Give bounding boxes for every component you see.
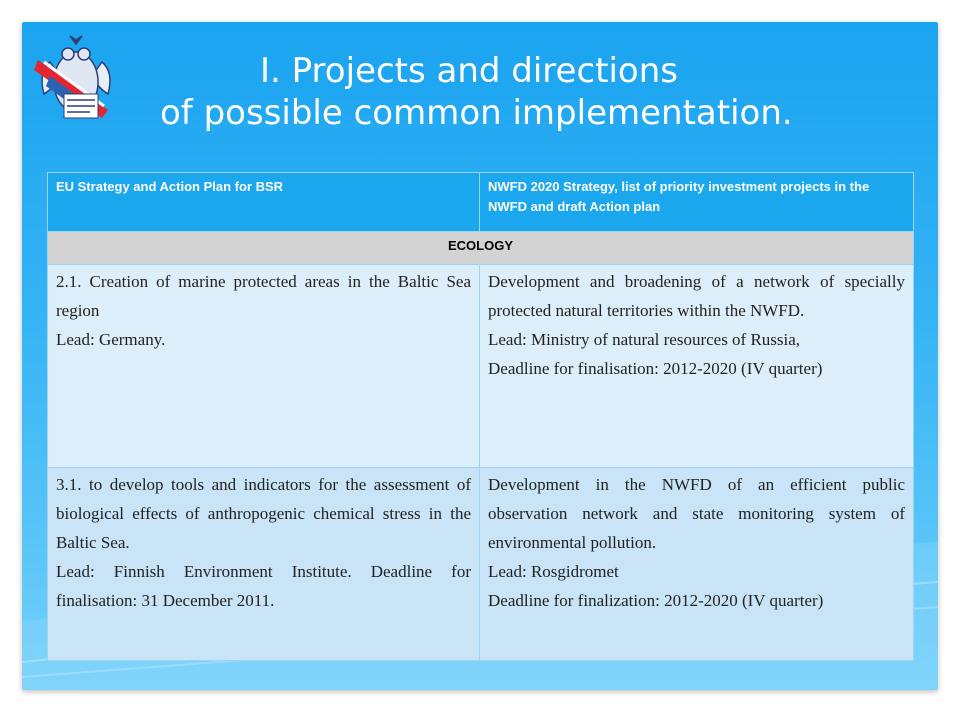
row1-eu-project: 2.1. Creation of marine protected areas in the Baltic Sea region xyxy=(56,272,471,320)
row2-eu-project: 3.1. to develop tools and indicators for the assessment of biological effects of anthropogenic chemical stress in the Baltic Sea. xyxy=(56,475,471,552)
row1-nwfd-deadline: Deadline for finalisation: 2012-2020 (IV quarter) xyxy=(488,359,823,378)
section-ecology: ECOLOGY xyxy=(48,232,914,265)
row2-nwfd-deadline: Deadline for finalization: 2012-2020 (IV quarter) xyxy=(488,591,824,610)
row2-nwfd-lead: Lead: Rosgidromet xyxy=(488,562,619,581)
row2-eu-lead: Lead: Finnish Environment Institute. Deadline for finalisation: 31 December 2011. xyxy=(56,562,471,610)
title-line-1: I. Projects and directions xyxy=(260,51,678,91)
table-row xyxy=(48,468,914,661)
row1-nwfd-cell xyxy=(480,265,914,468)
title-line-2: of possible common implementation. xyxy=(160,93,793,133)
row1-eu-cell xyxy=(48,265,480,468)
table-row xyxy=(48,265,914,468)
row1-nwfd-lead: Lead: Ministry of natural resources of Russia, xyxy=(488,330,801,349)
section-row xyxy=(48,232,914,265)
row1-eu-lead: Lead: Germany. xyxy=(56,330,166,349)
slide-title xyxy=(160,50,860,134)
association-logo xyxy=(30,32,122,132)
row2-nwfd-project: Development in the NWFD of an efficient public observation network and state monitoring system of environmental pollution. xyxy=(488,475,905,552)
header-nwfd-strategy: NWFD 2020 Strategy, list of priority investment projects in the NWFD and draft Action plan xyxy=(480,173,914,232)
strategy-comparison-table xyxy=(47,172,914,661)
row1-nwfd-project: Development and broadening of a network of specially protected natural territories within the NWFD. xyxy=(488,272,905,320)
row2-nwfd-cell xyxy=(480,468,914,661)
table-header-row xyxy=(48,173,914,232)
row2-eu-cell xyxy=(48,468,480,661)
header-eu-strategy: EU Strategy and Action Plan for BSR xyxy=(48,173,480,232)
